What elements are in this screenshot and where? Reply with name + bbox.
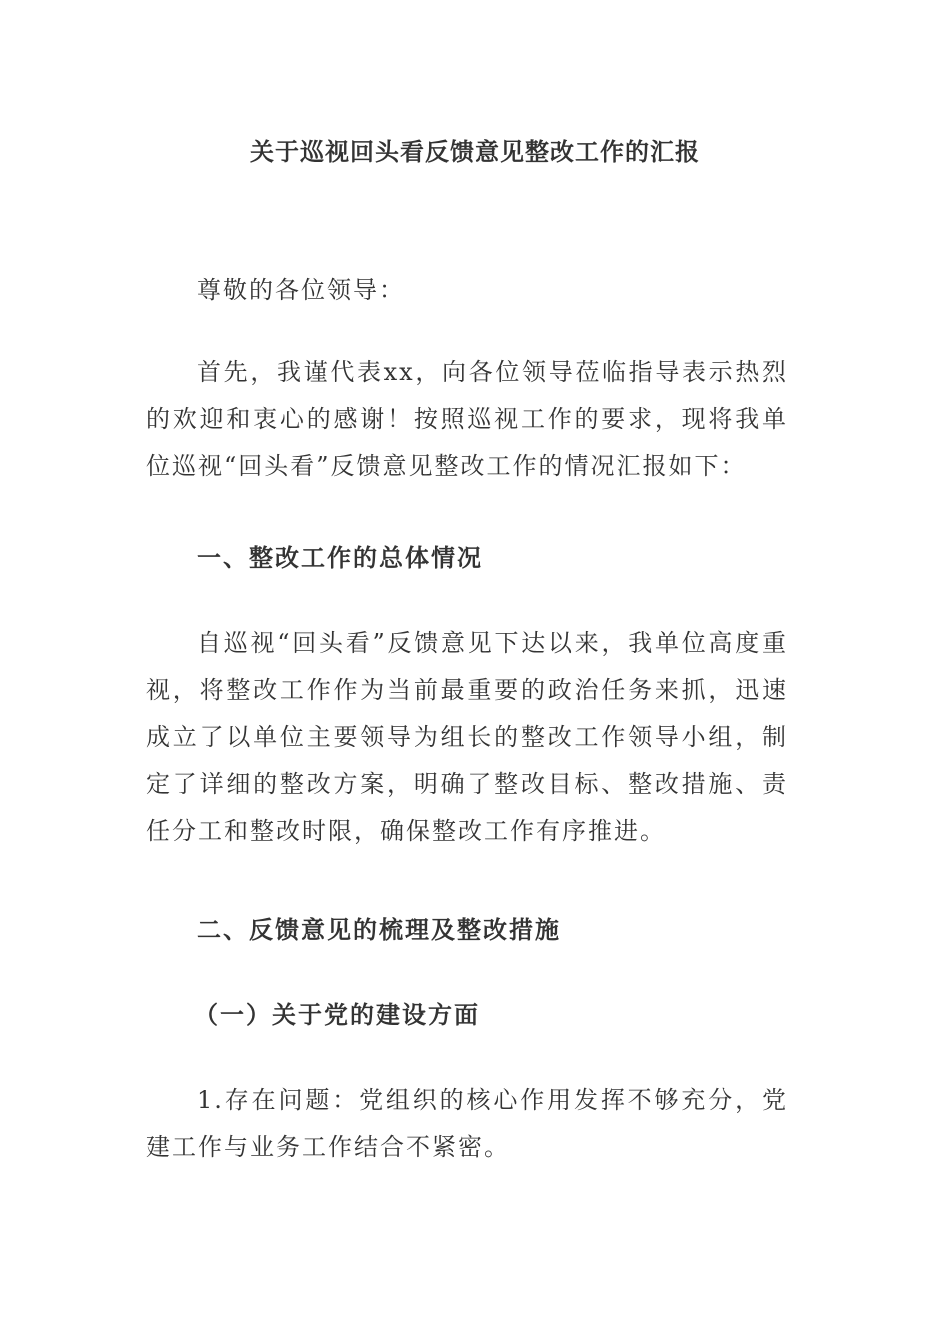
- salutation: 尊敬的各位领导：: [197, 276, 405, 304]
- document-title: 关于巡视回头看反馈意见整改工作的汇报: [250, 137, 700, 166]
- intro-paragraph: 首先，我谨代表xx，向各位领导莅临指导表示热烈的欢迎和衷心的感谢！按照巡视工作的要求，现将我单位巡视“回头看”反馈意见整改工作的情况汇报如下：: [146, 358, 788, 480]
- subsection-heading-party-building: （一）关于党的建设方面: [194, 1000, 480, 1029]
- section-heading-feedback: 二、反馈意见的梳理及整改措施: [197, 915, 561, 944]
- section-overall-paragraph: 自巡视“回头看”反馈意见下达以来，我单位高度重视，将整改工作作为当前最重要的政治任务来抓，迅速成立了以单位主要领导为组长的整改工作领导小组，制定了详细的整改方案，明确了整改目标、整改措施、责任分工和整改时限，确保整改工作有序推进。: [146, 629, 788, 845]
- problem-item-1: 1.存在问题：党组织的核心作用发挥不够充分，党建工作与业务工作结合不紧密。: [146, 1086, 788, 1161]
- section-heading-overall: 一、整改工作的总体情况: [197, 543, 483, 572]
